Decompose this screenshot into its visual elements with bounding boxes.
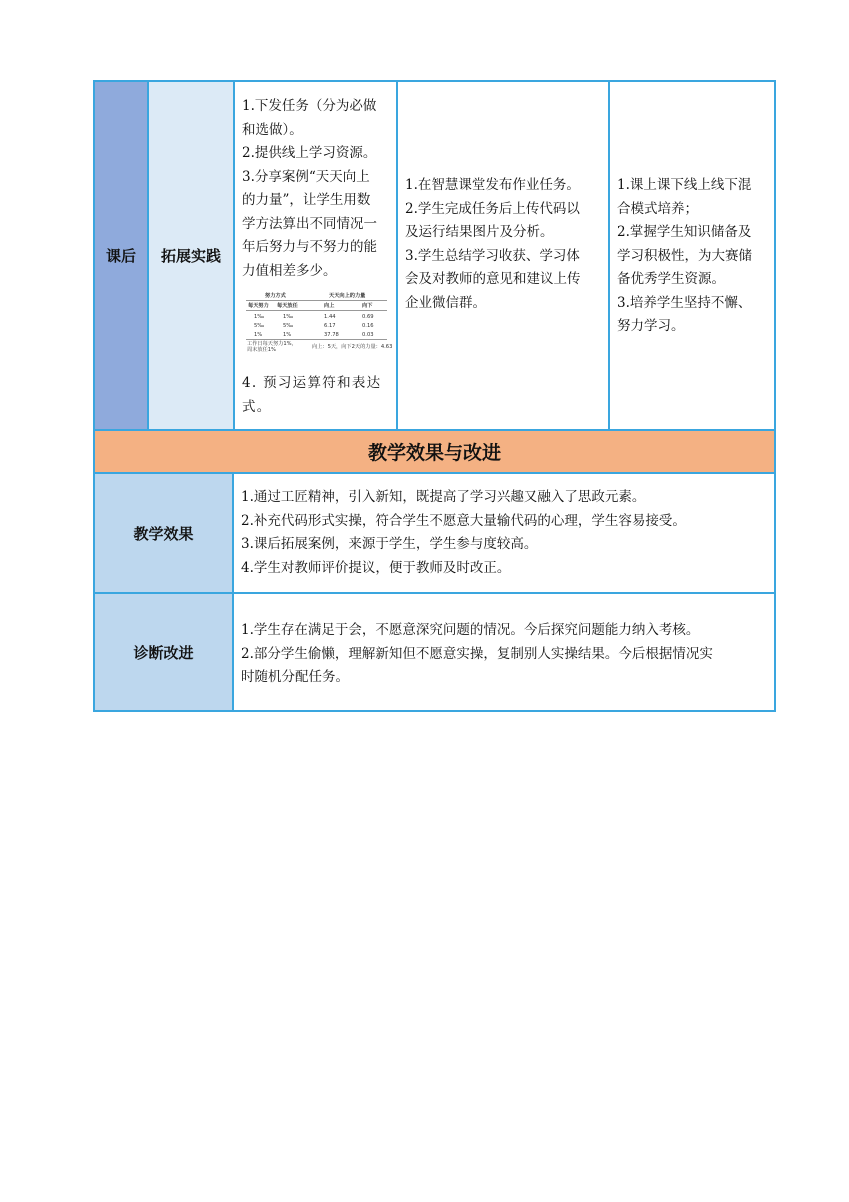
mini-cell: 0.16 xyxy=(362,323,374,329)
student-item: 会及对教师的意见和建议上传 xyxy=(405,271,581,287)
intent-item: 2.掌握学生知识储备及 xyxy=(617,224,752,240)
mini-cell: 1‰ xyxy=(254,314,265,320)
mini-cell: 1% xyxy=(283,332,292,338)
mini-cell: 0.03 xyxy=(362,332,374,338)
effect-label: 教学效果 xyxy=(133,524,194,543)
improve-items xyxy=(241,619,776,690)
student-item: 企业微信群。 xyxy=(405,294,486,311)
intent-item: 备优秀学生资源。 xyxy=(617,271,725,287)
student-item: 及运行结果图片及分析。 xyxy=(405,224,554,240)
mini-sub: 向上 xyxy=(324,303,335,309)
section-title: 教学效果与改进 xyxy=(367,442,501,464)
teacher-item: 4. 预习运算符和表达 xyxy=(242,375,382,391)
activity-cell xyxy=(147,80,235,431)
mini-foot: 工作日每天努力1%， xyxy=(247,341,297,347)
student-item: 2.学生完成任务后上传代码以 xyxy=(405,200,580,217)
improve-item: 1.学生存在满足于会，不愿意深究问题的情况。今后探究问题能力纳入考核。 xyxy=(241,622,700,638)
intent-item: 合模式培养； xyxy=(617,200,698,217)
mini-h1: 努力方式 xyxy=(265,293,286,299)
mini-cell: 1% xyxy=(254,332,263,338)
mini-cell: 5‰ xyxy=(283,323,294,329)
effect-item: 1.通过工匠精神，引入新知，既提高了学习兴趣又融入了思政元素。 xyxy=(241,489,646,505)
stage-cell xyxy=(93,80,149,431)
intent-item: 3.培养学生坚持不懈、 xyxy=(617,294,752,311)
design-intent-cell xyxy=(608,80,776,431)
mini-cell: 5‰ xyxy=(254,323,265,329)
effect-label-cell xyxy=(93,472,234,594)
improve-label-cell xyxy=(93,592,234,712)
teacher-item: 3.分享案例“天天向上 xyxy=(242,168,370,185)
teacher-item: 年后努力与不努力的能 xyxy=(242,239,377,255)
section-header xyxy=(93,429,776,474)
teacher-item: 式。 xyxy=(242,398,272,415)
intent-item: 努力学习。 xyxy=(617,318,685,334)
improve-content-cell xyxy=(232,592,776,712)
mini-cell: 37.78 xyxy=(324,332,339,338)
mini-h2: 天天向上的力量 xyxy=(329,293,366,299)
teacher-items-after xyxy=(242,372,398,419)
mini-sub: 向下 xyxy=(362,303,373,309)
mini-foot: 向上：5天，向下2天的力量：4.63 xyxy=(312,344,393,350)
intent-item: 1.课上课下线上线下混 xyxy=(617,177,752,193)
teacher-activity-cell xyxy=(233,80,398,431)
activity-label: 拓展实践 xyxy=(160,247,221,265)
mini-sub: 每天放任 xyxy=(277,303,298,309)
improve-label: 诊断改进 xyxy=(133,643,194,662)
intent-item: 学习积极性，为大赛储 xyxy=(617,247,752,264)
student-item: 3.学生总结学习收获、学习体 xyxy=(405,247,580,264)
effect-item: 4.学生对教师评价提议，便于教师及时改正。 xyxy=(241,559,511,576)
intent-items xyxy=(617,174,777,339)
effect-item: 2.补充代码形式实操，符合学生不愿意大量输代码的心理，学生容易接受。 xyxy=(241,512,686,529)
teacher-items xyxy=(242,95,398,283)
mini-cell: 1.44 xyxy=(324,314,336,320)
mini-foot: 周末放任1% xyxy=(247,347,276,353)
mini-cell: 6.17 xyxy=(324,323,336,329)
improve-item: 2.部分学生偷懒，理解新知但不愿意实操，复制别人实操结果。今后根据情况实 xyxy=(241,645,713,662)
teacher-item: 学方法算出不同情况一 xyxy=(242,215,377,232)
effect-content-cell xyxy=(232,472,776,594)
teacher-item: 力值相差多少。 xyxy=(242,262,337,279)
stage-label: 课后 xyxy=(105,247,136,265)
student-activity-cell xyxy=(396,80,610,431)
power-table-image xyxy=(244,290,393,353)
effect-items xyxy=(241,486,776,580)
student-items xyxy=(405,174,610,315)
teacher-item: 2.提供线上学习资源。 xyxy=(242,145,377,161)
mini-sub: 每天努力 xyxy=(248,303,269,309)
teacher-item: 1.下发任务（分为必做 xyxy=(242,98,377,114)
student-item: 1.在智慧课堂发布作业任务。 xyxy=(405,177,580,193)
effect-item: 3.课后拓展案例，来源于学生，学生参与度较高。 xyxy=(241,536,538,552)
improve-item: 时随机分配任务。 xyxy=(241,669,349,685)
mini-cell: 1‰ xyxy=(283,314,294,320)
teacher-item: 的力量”，让学生用数 xyxy=(242,192,371,208)
teacher-item: 和选做）。 xyxy=(242,121,303,138)
mini-cell: 0.69 xyxy=(362,314,374,320)
